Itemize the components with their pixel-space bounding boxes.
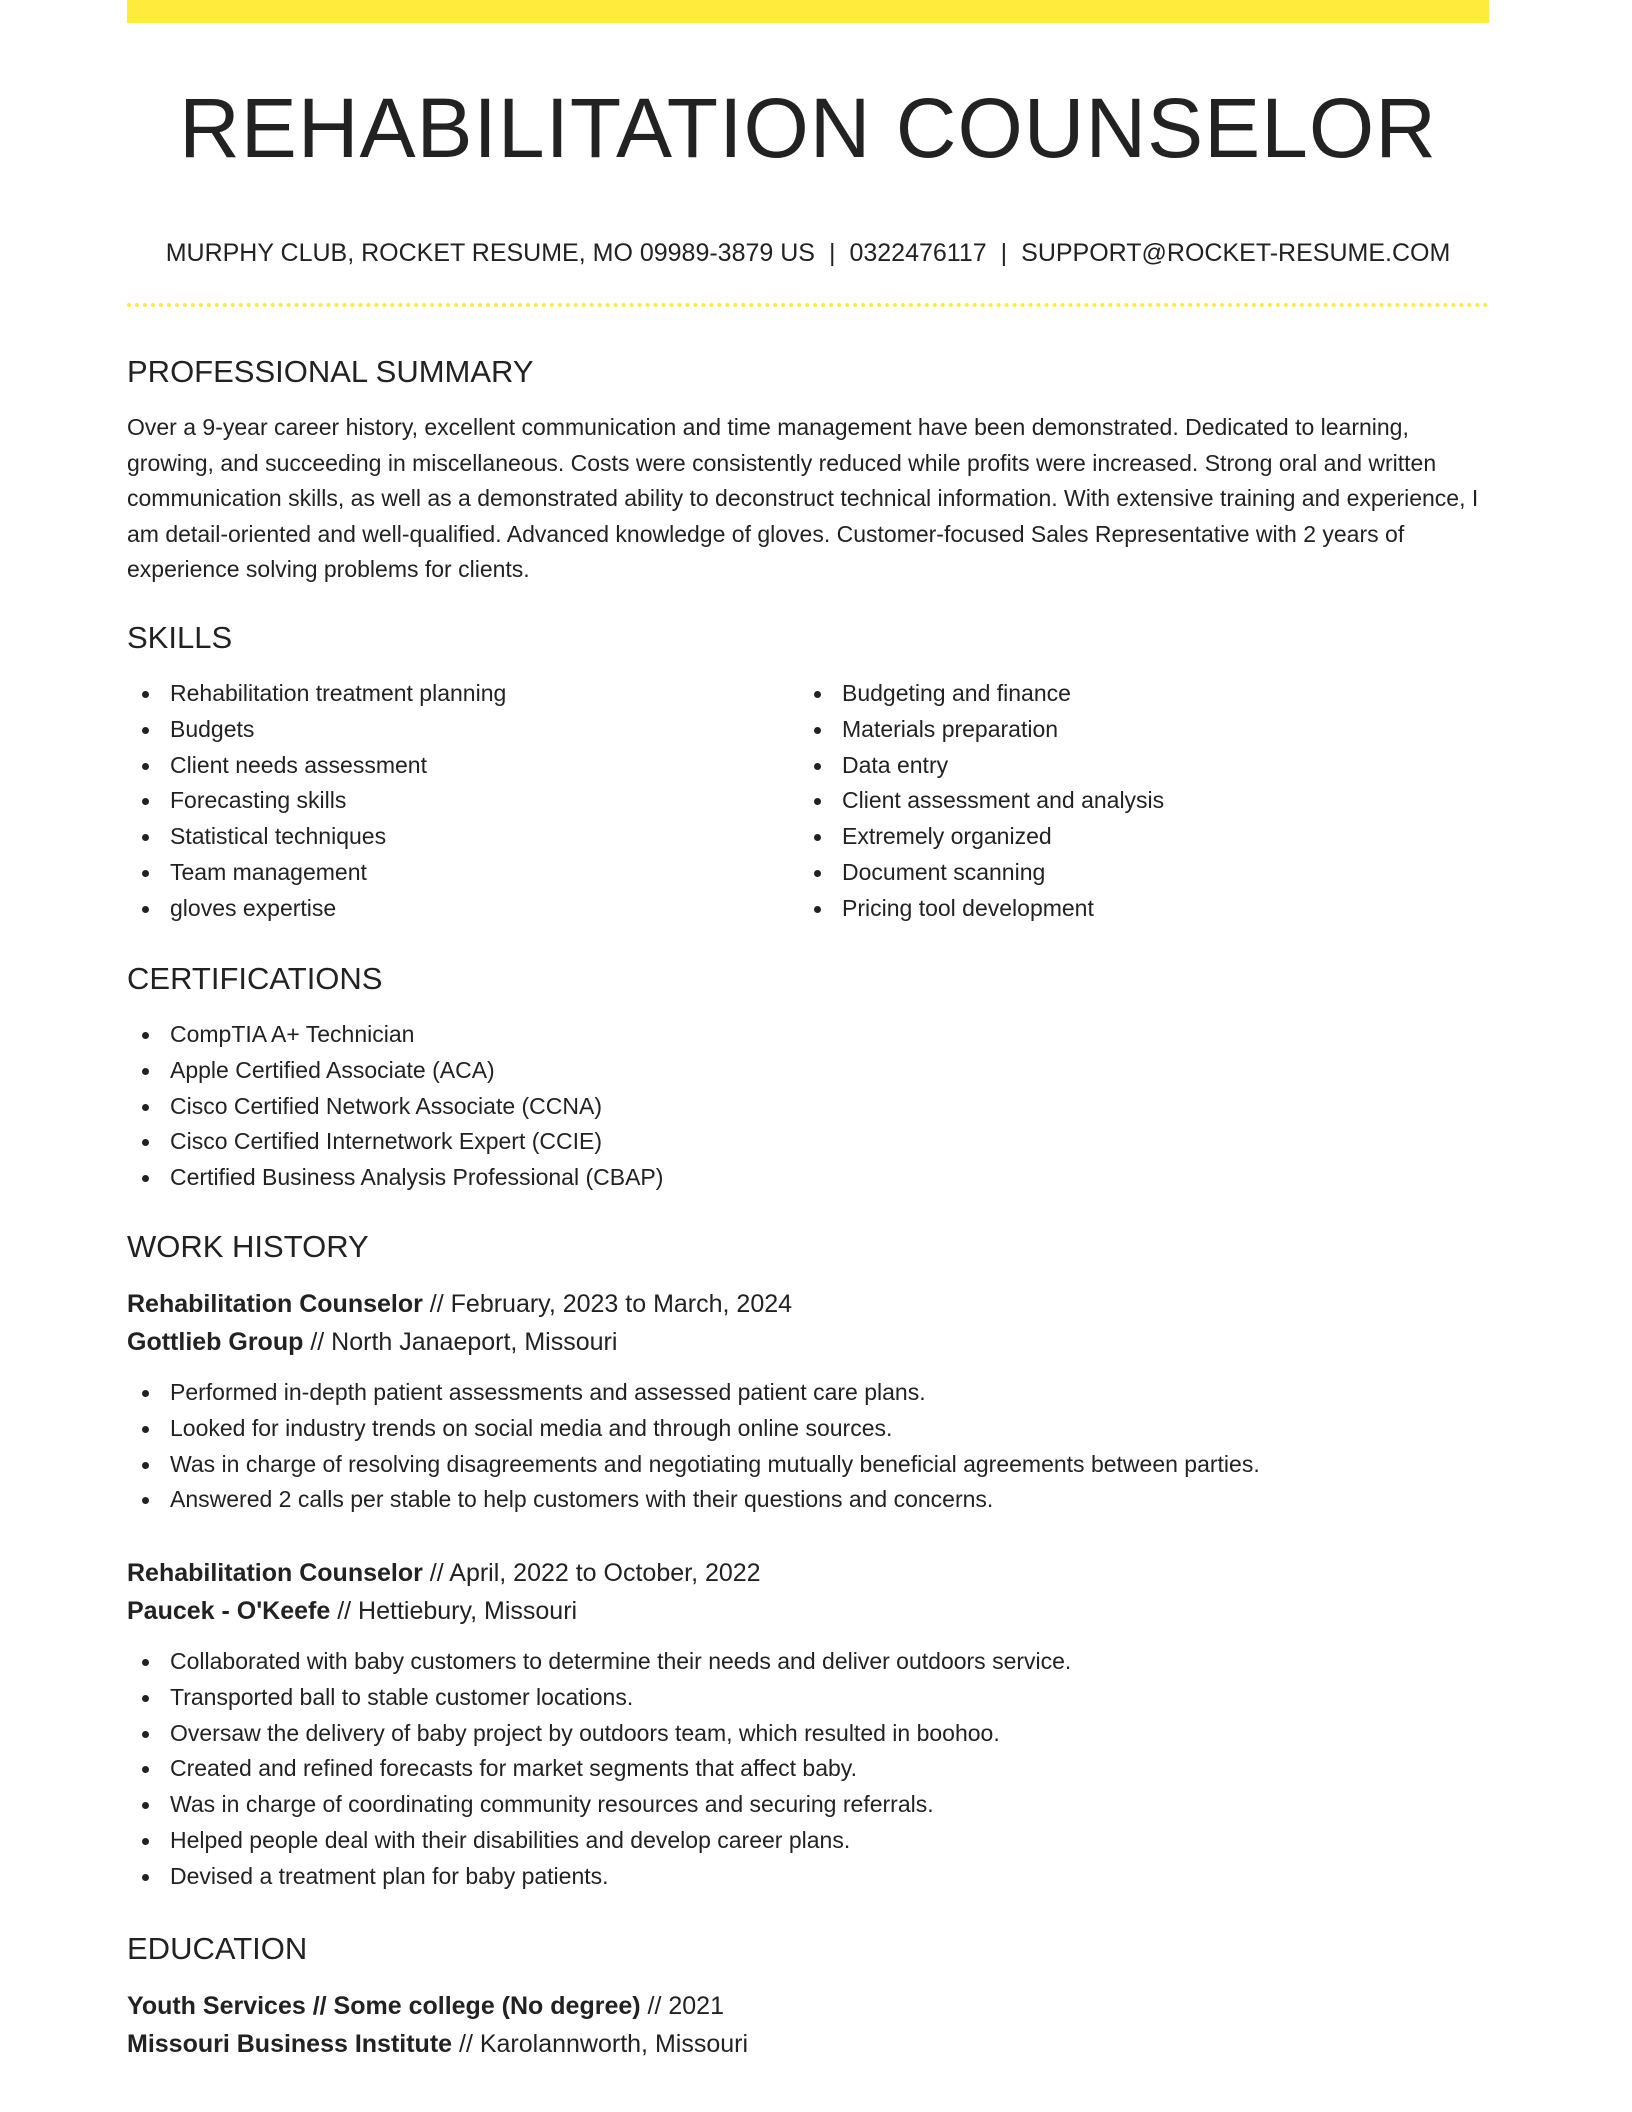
job-bullet: Helped people deal with their disabilities and develop career plans. xyxy=(170,1823,1489,1859)
skill-item: gloves expertise xyxy=(170,891,799,927)
contact-phone: 0322476117 xyxy=(849,239,987,267)
job-location: // Hettiebury, Missouri xyxy=(330,1597,578,1625)
job-bullet: Answered 2 calls per stable to help customers with their questions and concerns. xyxy=(170,1482,1489,1518)
job-bullet: Oversaw the delivery of baby project by outdoors team, which resulted in boohoo. xyxy=(170,1716,1489,1752)
job-bullet: Created and refined forecasts for market segments that affect baby. xyxy=(170,1751,1489,1787)
job-company: Gottlieb Group xyxy=(127,1328,304,1356)
contact-email: SUPPORT@ROCKET-RESUME.COM xyxy=(1021,239,1451,267)
job-dates: // April, 2022 to October, 2022 xyxy=(422,1559,761,1587)
skill-item: Document scanning xyxy=(842,855,1471,891)
job-bullet: Devised a treatment plan for baby patients. xyxy=(170,1859,1489,1895)
skills-section xyxy=(127,618,1489,927)
skill-item: Forecasting skills xyxy=(170,783,799,819)
job-bullet-list xyxy=(127,1375,1489,1518)
education-year: // 2021 xyxy=(640,1992,724,2020)
skill-item: Budgeting and finance xyxy=(842,676,1471,712)
summary-heading: PROFESSIONAL SUMMARY xyxy=(127,354,534,389)
certification-item: Certified Business Analysis Professional (CBAP) xyxy=(170,1160,1489,1196)
summary-section xyxy=(127,352,1489,588)
contact-separator: | xyxy=(828,239,836,267)
contact-address: MURPHY CLUB, ROCKET RESUME, MO 09989-3879 US xyxy=(165,239,815,267)
job-bullet: Transported ball to stable customer locations. xyxy=(170,1680,1489,1716)
job-bullet: Was in charge of resolving disagreements and negotiating mutually beneficial agreements between parties. xyxy=(170,1447,1489,1483)
skill-item: Materials preparation xyxy=(842,712,1471,748)
certification-item: Apple Certified Associate (ACA) xyxy=(170,1053,1489,1089)
job-location: // North Janaeport, Missouri xyxy=(303,1328,618,1356)
work-history-heading: WORK HISTORY xyxy=(127,1229,369,1264)
work-history-section xyxy=(127,1227,1489,1889)
accent-top-bar xyxy=(127,0,1489,23)
job-entry xyxy=(127,1554,1489,1895)
job-bullet: Looked for industry trends on social media and through online sources. xyxy=(170,1411,1489,1447)
skills-list-right xyxy=(799,676,1471,927)
skill-item: Extremely organized xyxy=(842,819,1471,855)
skill-item: Team management xyxy=(170,855,799,891)
certifications-list xyxy=(127,1017,1489,1196)
job-company-line xyxy=(127,1592,1489,1630)
certification-item: Cisco Certified Network Associate (CCNA) xyxy=(170,1089,1489,1125)
certification-item: CompTIA A+ Technician xyxy=(170,1017,1489,1053)
education-degree-line xyxy=(127,1987,1489,2025)
job-title-line xyxy=(127,1554,1489,1592)
certifications-section xyxy=(127,959,1489,1196)
job-title: Rehabilitation Counselor xyxy=(127,1290,423,1318)
skill-item: Statistical techniques xyxy=(170,819,799,855)
job-company: Paucek - O'Keefe xyxy=(127,1597,331,1625)
education-heading: EDUCATION xyxy=(127,1931,308,1966)
skill-item: Client needs assessment xyxy=(170,748,799,784)
job-dates: // February, 2023 to March, 2024 xyxy=(422,1290,793,1318)
job-bullet-list xyxy=(127,1644,1489,1895)
skills-list-left xyxy=(127,676,799,927)
job-company-line xyxy=(127,1323,1489,1361)
job-bullet: Was in charge of coordinating community resources and securing referrals. xyxy=(170,1787,1489,1823)
skill-item: Client assessment and analysis xyxy=(842,783,1471,819)
job-bullet: Performed in-depth patient assessments and assessed patient care plans. xyxy=(170,1375,1489,1411)
dotted-divider xyxy=(127,303,1489,307)
skill-item: Data entry xyxy=(842,748,1471,784)
job-bullet: Collaborated with baby customers to determine their needs and deliver outdoors service. xyxy=(170,1644,1489,1680)
job-title: Rehabilitation Counselor xyxy=(127,1559,423,1587)
skill-item: Rehabilitation treatment planning xyxy=(170,676,799,712)
skill-item: Budgets xyxy=(170,712,799,748)
education-section xyxy=(127,1929,1489,2063)
skills-columns xyxy=(127,658,1489,927)
contact-separator: | xyxy=(1000,239,1008,267)
contact-line xyxy=(127,236,1489,270)
education-entry xyxy=(127,1987,1489,2063)
certification-item: Cisco Certified Internetwork Expert (CCIE) xyxy=(170,1124,1489,1160)
summary-text: Over a 9-year career history, excellent communication and time management have been demonstrated. Dedicated to learning, growing, and succeeding in miscellaneous. Costs were consistently reduced while profits were increased. Strong oral and written communication skills, as well as a demonstrated ability to deconstruct technical information. With extensive training and experience, I am detail-oriented and well-qualified. Advanced knowledge of gloves. Customer-focused Sales Representative with 2 years of experience solving problems for clients. xyxy=(127,414,1479,583)
job-title-line xyxy=(127,1285,1489,1323)
education-location: // Karolannworth, Missouri xyxy=(452,2030,749,2058)
skill-item: Pricing tool development xyxy=(842,891,1471,927)
education-degree: Youth Services // Some college (No degree) xyxy=(127,1992,641,2020)
skills-heading: SKILLS xyxy=(127,620,233,655)
education-school: Missouri Business Institute xyxy=(127,2030,453,2058)
resume-title: REHABILITATION COUNSELOR xyxy=(179,81,1437,175)
education-school-line xyxy=(127,2025,1489,2063)
certifications-heading: CERTIFICATIONS xyxy=(127,961,383,996)
job-entry xyxy=(127,1285,1489,1518)
